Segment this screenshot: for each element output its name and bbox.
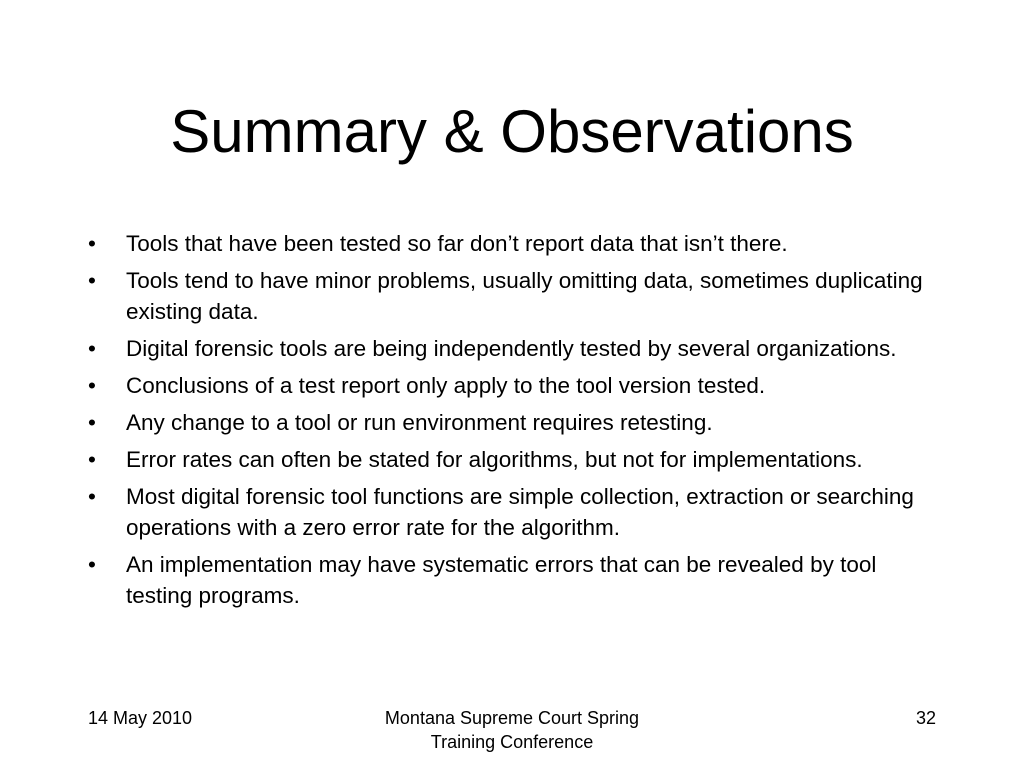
bullet-text: Digital forensic tools are being independently tested by several organizations. [126,336,897,361]
bullet-icon: • [88,552,96,577]
slide-title: Summary & Observations [170,98,854,165]
bullet-icon: • [88,447,96,472]
footer-conference [362,706,662,754]
bullet-item [88,370,948,401]
bullet-icon: • [88,410,96,435]
bullet-item [88,333,948,364]
bullet-icon: • [88,484,96,509]
bullet-text: Tools that have been tested so far don’t report data that isn’t there. [126,231,788,256]
bullet-item [88,265,948,327]
bullet-icon: • [88,268,96,293]
bullet-text: Error rates can often be stated for algorithms, but not for implementations. [126,447,863,472]
bullet-icon: • [88,231,96,256]
bullet-icon: • [88,336,96,361]
bullet-text: An implementation may have systematic errors that can be revealed by tool testing programs. [126,552,877,608]
footer-conference-line: Training Conference [430,732,594,752]
bullet-text: Conclusions of a test report only apply to the tool version tested. [126,373,766,398]
bullet-item [88,444,948,475]
bullet-item [88,549,948,611]
bullet-icon: • [88,373,96,398]
footer-conference-line: Montana Supreme Court Spring [384,708,640,728]
bullet-text: Tools tend to have minor problems, usually omitting data, sometimes duplicating existing data. [126,268,923,324]
bullet-text: Any change to a tool or run environment requires retesting. [126,410,713,435]
bullet-item [88,407,948,438]
page-number: 32 [915,708,936,728]
bullet-text: Most digital forensic tool functions are simple collection, extraction or searching operations with a zero error rate for the algorithm. [126,484,914,540]
bullet-list [88,228,948,617]
bullet-item [88,228,948,259]
bullet-item [88,481,948,543]
footer-date: 14 May 2010 [88,708,193,728]
